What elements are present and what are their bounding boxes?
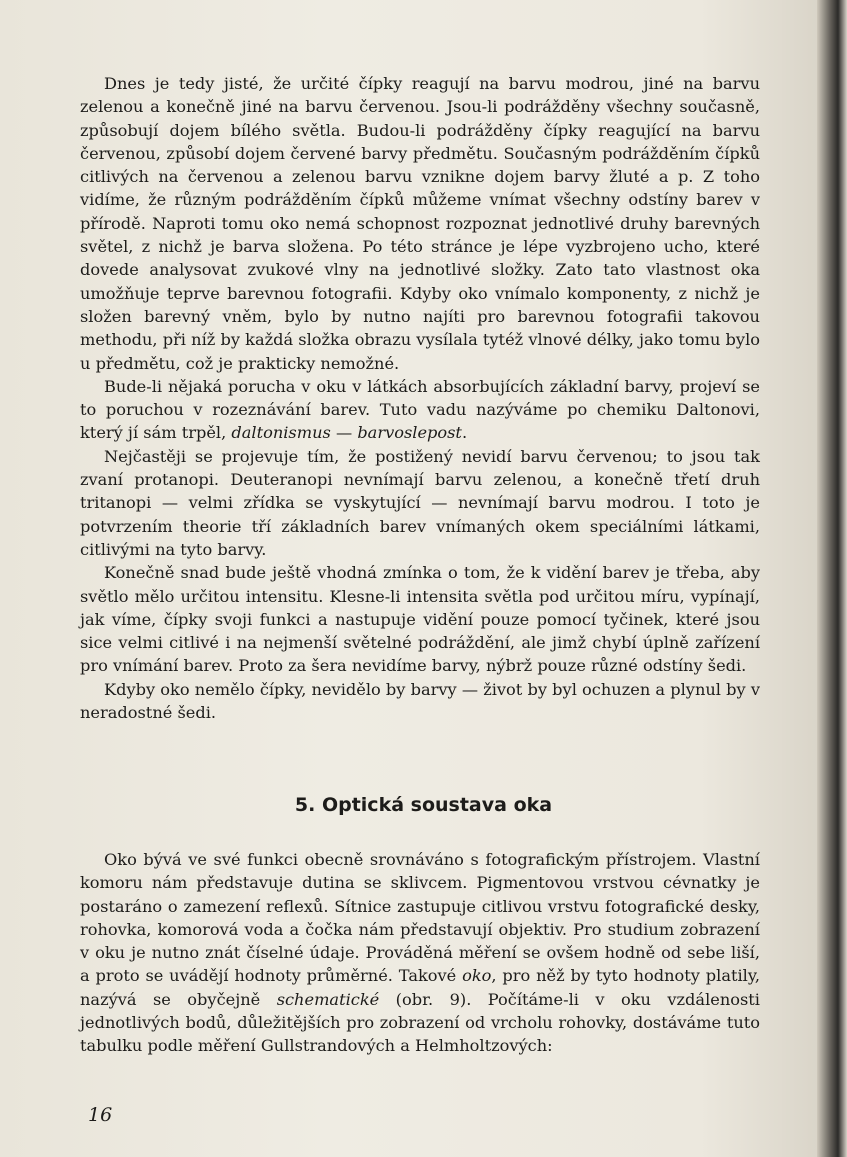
- term-oko: oko: [462, 966, 492, 986]
- book-binding-shadow: [817, 0, 847, 1157]
- paragraph-optical-system: [80, 848, 760, 1058]
- section-heading: 5. Optická soustava oka: [294, 794, 553, 816]
- page-number: 16: [88, 1104, 113, 1126]
- term-daltonismus: daltonismus: [231, 423, 331, 443]
- optical-text-1: Oko bývá ve své funkci obecně srovnáváno s fotografickým přístrojem. Vlastní komoru nám představuje dutina se sklivcem. Pigmentovou vrstvou cévnatky je postaráno o zamezení reflexů. Sítnice zastupuje citlivou vrstvu fotografické desky, rohovka, komorová voda a čočka nám představují objektiv. Pro studium zobrazení v oku je nutno znát číselné údaje. Prováděná měření se ovšem hodně od sebe liší, a proto se uvádějí hodnoty průměrné. Takové: [80, 850, 760, 986]
- body-text-top: [80, 72, 760, 724]
- paragraph-protanopes: Nejčastěji se projevuje tím, že postižený nevidí barvu červenou; to jsou tak zvaní protanopi. Deuteranopi nevnímají barvu zelenou, a konečně třetí druh tritanopi — velmi zřídka se vyskytující — nevnímají barvu modrou. I toto je potvrzením theorie tří základních barev vnímaných okem speciálními látkami, citlivými na tyto barvy.: [80, 446, 760, 559]
- optical-text-3: (obr. 9). Počítáme-li v oku vzdálenosti jednotlivých bodů, důležitějších pro zobrazení od vrcholu rohovky, dostáváme tuto tabulku podle měření Gullstrandových a Helmholtzových:: [80, 989, 760, 1056]
- paragraph-color-blindness-text: Bude-li nějaká porucha v oku v látkách absorbujících základní barvy, projeví se to poruchou v rozeznávání barev. Tuto vadu nazýváme po chemiku Daltonovi, který jí sám trpěl,: [80, 376, 760, 443]
- optical-text-2: , pro něž by tyto hodnoty platily, nazývá se obyčejně: [80, 966, 760, 1009]
- paragraph-no-cones: Kdyby oko nemělo čípky, nevidělo by barvy — život by byl ochuzen a plynul by v neradostné šedi.: [80, 679, 760, 723]
- term-end: .: [461, 423, 468, 443]
- body-text-bottom: [80, 848, 760, 1058]
- paragraph-color-blindness: [80, 375, 760, 445]
- term-schematicke: schematické: [276, 989, 380, 1009]
- paragraph-color-receptors: Dnes je tedy jisté, že určité čípky reagují na barvu modrou, jiné na barvu zelenou a konečně jiné na barvu červenou. Jsou-li podrážděny všechny současně, způsobují dojem bílého světla. Budou-li podrážděny čípky reagující na barvu červenou, způsobí dojem červené barvy předmětu. Současným podrážděním čípků citlivých na červenou a zelenou barvu vznikne dojem barvy žluté a p. Z toho vidíme, že různým podrážděním čípků můžeme vnímat všechny odstíny barev v přírodě. Naproti tomu oko nemá schopnost rozpoznat jednotlivé druhy barevných světel, z nichž je barva složena. Po této stránce je lépe vyzbrojeno ucho, které dovede analysovat zvukové vlny na jednotlivé složky. Zato tato vlastnost oka umožňuje teprve barevnou fotografii. Kdyby oko vnímalo komponenty, z nichž je složen barevný vněm, bylo by nutno najíti pro barevnou fotografii takovou methodu, při níž by každá složka obrazu vysílala tytéž vlnové délky, jako tomu bylo u předmětu, což je prakticky nemožné.: [80, 74, 760, 373]
- term-dash: —: [330, 423, 358, 443]
- term-barvoslepost: barvoslepost: [357, 423, 462, 443]
- paragraph-intensity: Konečně snad bude ještě vhodná zmínka o tom, že k vidění barev je třeba, aby světlo mělo určitou intensitu. Klesne-li intensita světla pod určitou míru, vypínají, jak víme, čípky svoji funkci a nastupuje vidění pouze pomocí tyčinek, které jsou sice velmi citlivé i na nejmenší světelné podráždění, ale jimž chybí úplně zařízení pro vnímání barev. Proto za šera nevidíme barvy, nýbrž pouze různé odstíny šedi.: [80, 563, 760, 676]
